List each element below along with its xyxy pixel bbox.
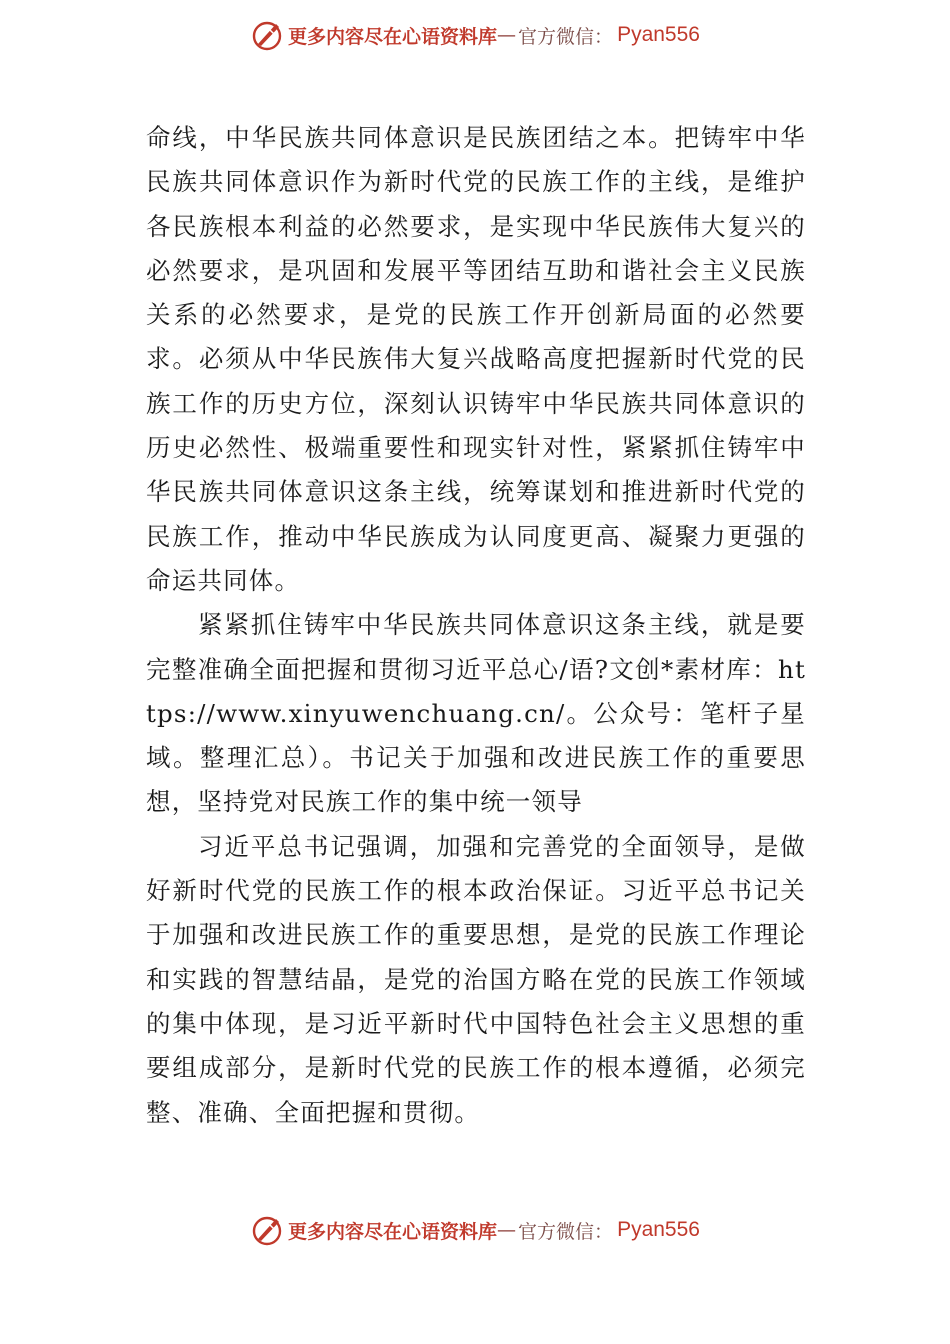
- banner-separator: —: [497, 24, 517, 46]
- quill-pen-circle-icon: [250, 18, 284, 52]
- banner-contact-id: Pyan556: [617, 23, 700, 46]
- banner-brand: 更多内容尽在心语资料库: [288, 25, 498, 48]
- banner-brand: 更多内容尽在心语资料库: [288, 1220, 498, 1243]
- footer-banner: [0, 1207, 950, 1253]
- header-banner: [0, 12, 950, 58]
- banner-contact-label: 官方微信：: [518, 1220, 614, 1243]
- paragraph-3: 习近平总书记强调，加强和完善党的全面领导，是做好新时代党的民族工作的根本政治保证。习近平总书记关于加强和改进民族工作的重要思想，是党的民族工作理论和实践的智慧结晶，是党的治国方略在党的民族工作领域的集中体现，是习近平新时代中国特色社会主义思想的重要组成部分，是新时代党的民族工作的根本遵循，必须完整、准确、全面把握和贯彻。: [146, 831, 806, 1127]
- document-body: [146, 116, 806, 1135]
- banner-contact-label: 官方微信：: [518, 25, 614, 48]
- paragraph-2: 紧紧抓住铸牢中华民族共同体意识这条主线，就是要完整准确全面把握和贯彻习近平总心/语?文创*素材库：https://www.xinyuwenchuang.cn/。公众号：笔杆子星域。整理汇总）。书记关于加强和改进民族工作的重要思想，坚持党对民族工作的集中统一领导: [146, 610, 806, 817]
- paragraph-1: 命线，中华民族共同体意识是民族团结之本。把铸牢中华民族共同体意识作为新时代党的民族工作的主线，是维护各民族根本利益的必然要求，是实现中华民族伟大复兴的必然要求，是巩固和发展平等团结互助和谐社会主义民族关系的必然要求，是党的民族工作开创新局面的必然要求。必须从中华民族伟大复兴战略高度把握新时代党的民族工作的历史方位，深刻认识铸牢中华民族共同体意识的历史必然性、极端重要性和现实针对性，紧紧抓住铸牢中华民族共同体意识这条主线，统筹谋划和推进新时代党的民族工作，推动中华民族成为认同度更高、凝聚力更强的命运共同体。: [146, 123, 806, 595]
- banner-separator: —: [497, 1219, 517, 1241]
- quill-pen-circle-icon: [250, 1213, 284, 1247]
- banner-contact-id: Pyan556: [617, 1218, 700, 1241]
